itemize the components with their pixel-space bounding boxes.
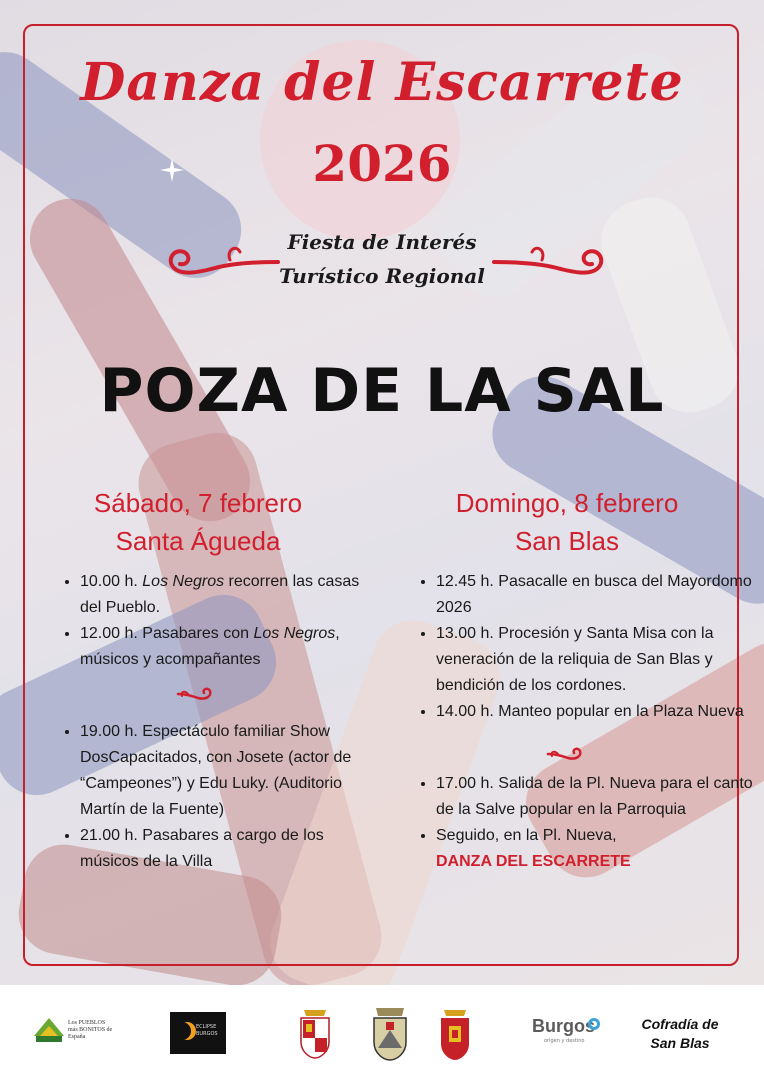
small-ornament-icon (546, 746, 586, 762)
eclipse-burgos-logo (170, 1012, 226, 1054)
burgos-subtext: origen y destino (544, 1038, 585, 1044)
list-item: • 12.45 h. Pasacalle en busca del Mayordomo 2026 (436, 569, 756, 621)
day1-events-list-b (62, 719, 380, 875)
pueblos-bonitos-text: Los PUEBLOS más BONITOS de España (68, 1020, 113, 1040)
burgos-provincia-logo (532, 1016, 602, 1046)
pueblos-bonitos-icon (32, 1012, 66, 1046)
list-item: • 13.00 h. Procesión y Santa Misa con la veneración de la reliquia de San Blas y bendición de los cordones. (436, 621, 756, 699)
day1-header (56, 484, 340, 560)
subtitle-line-1: Fiesta de Interés (287, 230, 477, 254)
day2-saint: San Blas (514, 526, 620, 556)
eclipse-text: ECLIPSE BURGOS (196, 1024, 218, 1037)
subtitle-line-2: Turístico Regional (279, 264, 485, 288)
list-item: • 10.00 h. Los Negros recorren las casas del Pueblo. (80, 569, 380, 621)
moon-icon (178, 1022, 196, 1040)
day2-date: Domingo, 8 febrero (455, 488, 679, 518)
list-item: • 12.00 h. Pasabares con Los Negros, músicos y acompañantes (80, 621, 380, 673)
cofradia-san-blas: Cofradía de San Blas (641, 1016, 719, 1051)
highlight-danza: DANZA DEL ESCARRETE (436, 853, 631, 870)
event-year: 2026 (312, 134, 452, 193)
day1-events-list-a (62, 569, 380, 673)
list-item: • Seguido, en la Pl. Nueva, DANZA DEL ESCARRETE (436, 823, 756, 875)
day2-events-list-b (418, 771, 756, 875)
burgos-text: Burgos (532, 1016, 595, 1036)
diputacion-shield-icon (438, 1006, 472, 1062)
place-name: POZA DE LA SAL (99, 356, 665, 426)
day1-date: Sábado, 7 febrero (93, 488, 303, 518)
day2-events-list-a (418, 569, 756, 725)
pueblos-bonitos-logo (32, 1012, 112, 1048)
small-ornament-icon (176, 686, 216, 702)
list-item: • 17.00 h. Salida de la Pl. Nueva para el canto de la Salve popular en la Parroquia (436, 771, 756, 823)
day2-header (420, 484, 714, 560)
junta-shield-icon (298, 1006, 332, 1060)
sparkle-icon (160, 158, 184, 182)
list-item: • 14.00 h. Manteo popular en la Plaza Nueva (436, 699, 756, 725)
poza-shield-icon (370, 1004, 410, 1064)
list-item: • 21.00 h. Pasabares a cargo de los músicos de la Villa (80, 823, 380, 875)
event-title: Danza del Escarrete (80, 52, 684, 113)
burgos-dot-icon (588, 1018, 600, 1030)
list-item: • 19.00 h. Espectáculo familiar Show DosCapacitados, con Josete (actor de “Campeones”) y Edu Luky. (Auditorio Martín de la Fuente) (80, 719, 380, 823)
day1-saint: Santa Águeda (115, 526, 281, 556)
